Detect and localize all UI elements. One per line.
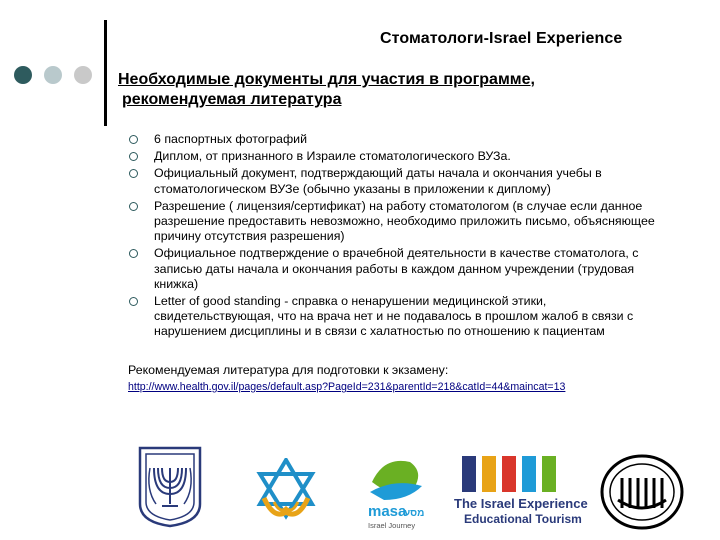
star-hands-logo xyxy=(254,458,318,524)
circle-bullet-icon xyxy=(129,152,138,161)
list-item-text: Разрешение ( лицензия/сертификат) на работу стоматологом (в случае если данное разрешение предоставить невозможно, необходимо приложить письмо, объясняющее причину отсутствия разрешения) xyxy=(154,198,655,244)
decorative-dots xyxy=(14,66,94,86)
israel-experience-logo xyxy=(454,452,588,532)
masa-logo xyxy=(364,452,428,532)
dot-dark xyxy=(14,66,32,84)
health-ministry-link[interactable]: http://www.health.gov.il/pages/default.asp?PageId=231&parentId=218&catId=44&maincat=13 xyxy=(128,381,566,393)
list-item xyxy=(128,149,668,164)
list-item xyxy=(128,294,668,340)
list-item xyxy=(128,199,668,245)
tie-subtitle: Educational Tourism xyxy=(464,512,582,526)
masa-hebrew-text: מסע xyxy=(404,508,425,519)
recommended-literature-label: Рекомендуемая литература для подготовки к экзамену: xyxy=(128,363,449,377)
dot-gray xyxy=(74,66,92,84)
circle-bullet-icon xyxy=(129,249,138,258)
requirements-list xyxy=(128,132,668,342)
vertical-divider xyxy=(104,20,107,126)
heading-line-2: рекомендуемая литература xyxy=(122,91,342,108)
circle-bullet-icon xyxy=(129,135,138,144)
slide-title: Стоматологи-Israel Experience xyxy=(380,30,623,47)
israel-emblem-logo xyxy=(134,446,206,528)
tie-title: The Israel Experience xyxy=(454,496,588,511)
list-item xyxy=(128,166,668,196)
list-item-text: Официальный документ, подтверждающий даты начала и окончания учебы в стоматологическом ВУЗе (обычно указаны в приложении к диплому) xyxy=(154,166,602,196)
section-heading xyxy=(118,70,588,110)
list-item-text: Диплом, от признанного в Израиле стоматологического ВУЗа. xyxy=(154,149,511,164)
masa-text: masa xyxy=(368,503,407,520)
dot-light xyxy=(44,66,62,84)
jewish-agency-seal-logo xyxy=(600,454,684,530)
heading-line-1: Необходимые документы для участия в программе, xyxy=(118,71,535,88)
circle-bullet-icon xyxy=(129,297,138,306)
list-item-text: 6 паспортных фотографий xyxy=(154,132,307,146)
circle-bullet-icon xyxy=(129,202,138,211)
masa-subtitle: Israel Journey xyxy=(368,521,416,530)
list-item-text: Официальное подтверждение о врачебной деятельности в качестве стоматолога, с записью даты начала и окончания работы в каждом данном учреждении (трудовая книжка) xyxy=(154,246,639,291)
list-item-text: Letter of good standing - справка о ненарушении медицинской этики, свидетельствующая, что на врача нет и не подавалось в прошлом жалоб в связи с нарушением дисциплины и в связи с халатностью по отношению к пациентам xyxy=(154,294,634,339)
list-item xyxy=(128,246,668,292)
circle-bullet-icon xyxy=(129,169,138,178)
list-item xyxy=(128,132,668,147)
